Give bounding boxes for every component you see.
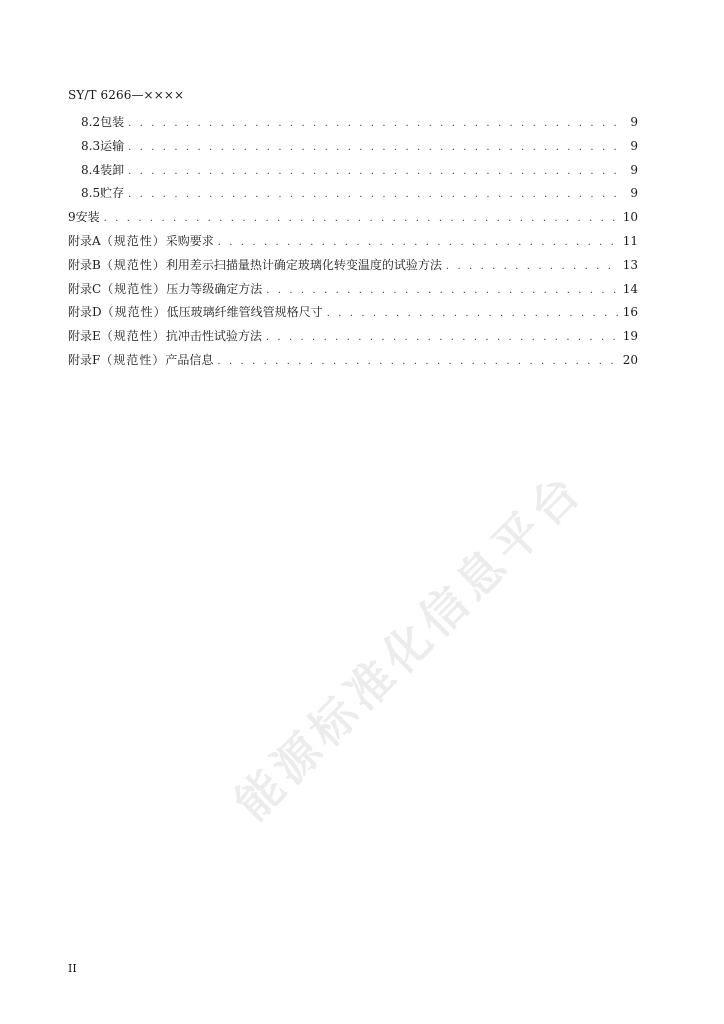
toc-entry-page: 9 bbox=[630, 138, 638, 153]
toc-appendix-a[interactable] bbox=[68, 232, 638, 256]
appendix-prefix: 附 bbox=[68, 257, 81, 272]
appendix-type: （规范性） bbox=[100, 329, 166, 344]
dot-leader bbox=[128, 166, 625, 177]
dot-leader bbox=[128, 189, 625, 200]
dot-leader bbox=[217, 356, 619, 367]
appendix-prefix: 附 bbox=[68, 281, 81, 296]
appendix-type: （规范性） bbox=[101, 305, 167, 320]
dot-leader bbox=[327, 308, 620, 319]
appendix-title: 压力等级确定方法 bbox=[166, 281, 263, 296]
appendix-title: 抗冲击性试验方法 bbox=[165, 329, 262, 344]
appendix-title: 产品信息 bbox=[165, 352, 214, 367]
appendix-letter: C bbox=[92, 281, 102, 296]
appendix-page: 11 bbox=[622, 233, 638, 248]
toc-entry-8-2[interactable] bbox=[68, 113, 638, 137]
dot-leader bbox=[128, 142, 625, 153]
toc-entry-number: 8.2 bbox=[81, 115, 101, 129]
dot-leader bbox=[128, 118, 625, 129]
toc-entry-title: 包装 bbox=[100, 115, 125, 129]
page-number-footer: II bbox=[68, 962, 77, 975]
appendix-word: 录 bbox=[80, 305, 93, 320]
toc-entry-number: 8.4 bbox=[81, 162, 101, 177]
appendix-word: 录 bbox=[80, 281, 93, 296]
watermark-text: 能源标准化信息平台 bbox=[224, 461, 594, 831]
toc-entry-title: 贮存 bbox=[100, 186, 125, 201]
appendix-page: 13 bbox=[622, 257, 638, 272]
dot-leader bbox=[446, 261, 620, 272]
appendix-title: 低压玻璃纤维管线管规格尺寸 bbox=[166, 305, 323, 320]
dot-leader bbox=[266, 285, 619, 296]
toc-entry-9[interactable] bbox=[68, 208, 638, 232]
toc-entry-page: 9 bbox=[630, 186, 638, 201]
table-of-contents bbox=[68, 113, 638, 375]
appendix-title: 采购要求 bbox=[165, 233, 214, 248]
toc-entry-title: 运输 bbox=[100, 138, 125, 153]
appendix-letter: A bbox=[92, 233, 101, 248]
appendix-word: 录 bbox=[80, 329, 93, 344]
appendix-prefix: 附 bbox=[68, 352, 81, 367]
appendix-word: 录 bbox=[80, 257, 93, 272]
dot-leader bbox=[266, 332, 620, 343]
appendix-word: 录 bbox=[80, 352, 93, 367]
appendix-page: 14 bbox=[622, 281, 638, 296]
appendix-letter: B bbox=[92, 257, 101, 272]
toc-appendix-e[interactable] bbox=[68, 327, 638, 351]
appendix-prefix: 附 bbox=[68, 305, 81, 320]
toc-appendix-b[interactable] bbox=[68, 256, 638, 280]
toc-entry-page: 10 bbox=[622, 210, 638, 225]
appendix-prefix: 附 bbox=[68, 329, 81, 344]
appendix-page: 20 bbox=[622, 352, 638, 367]
toc-entry-number: 8.3 bbox=[81, 138, 101, 153]
dot-leader bbox=[104, 213, 620, 224]
toc-appendix-f[interactable] bbox=[68, 351, 638, 375]
toc-entry-title: 安装 bbox=[75, 210, 100, 225]
appendix-title: 利用差示扫描量热计确定玻璃化转变温度的试验方法 bbox=[165, 257, 442, 272]
appendix-letter: F bbox=[92, 352, 101, 367]
appendix-letter: D bbox=[92, 305, 102, 320]
appendix-letter: E bbox=[92, 329, 101, 344]
toc-entry-number: 8.5 bbox=[81, 186, 101, 201]
appendix-type: （规范性） bbox=[100, 233, 166, 248]
appendix-type: （规范性） bbox=[101, 281, 167, 296]
toc-entry-title: 装卸 bbox=[100, 162, 125, 177]
appendix-prefix: 附 bbox=[68, 233, 81, 248]
appendix-page: 16 bbox=[622, 305, 638, 320]
appendix-word: 录 bbox=[80, 233, 93, 248]
toc-entry-8-5[interactable] bbox=[68, 184, 638, 208]
toc-entry-8-4[interactable] bbox=[68, 161, 638, 185]
appendix-type: （规范性） bbox=[100, 352, 166, 367]
toc-entry-8-3[interactable] bbox=[68, 137, 638, 161]
toc-appendix-d[interactable] bbox=[68, 303, 638, 327]
toc-entry-page: 9 bbox=[630, 162, 638, 177]
toc-entry-page: 9 bbox=[630, 115, 638, 129]
appendix-type: （规范性） bbox=[100, 257, 166, 272]
dot-leader bbox=[218, 237, 620, 248]
appendix-page: 19 bbox=[622, 329, 638, 344]
toc-entry-number: 9 bbox=[68, 210, 76, 225]
standard-code-header: SY/T 6266—×××× bbox=[68, 88, 185, 102]
toc-appendix-c[interactable] bbox=[68, 280, 638, 304]
